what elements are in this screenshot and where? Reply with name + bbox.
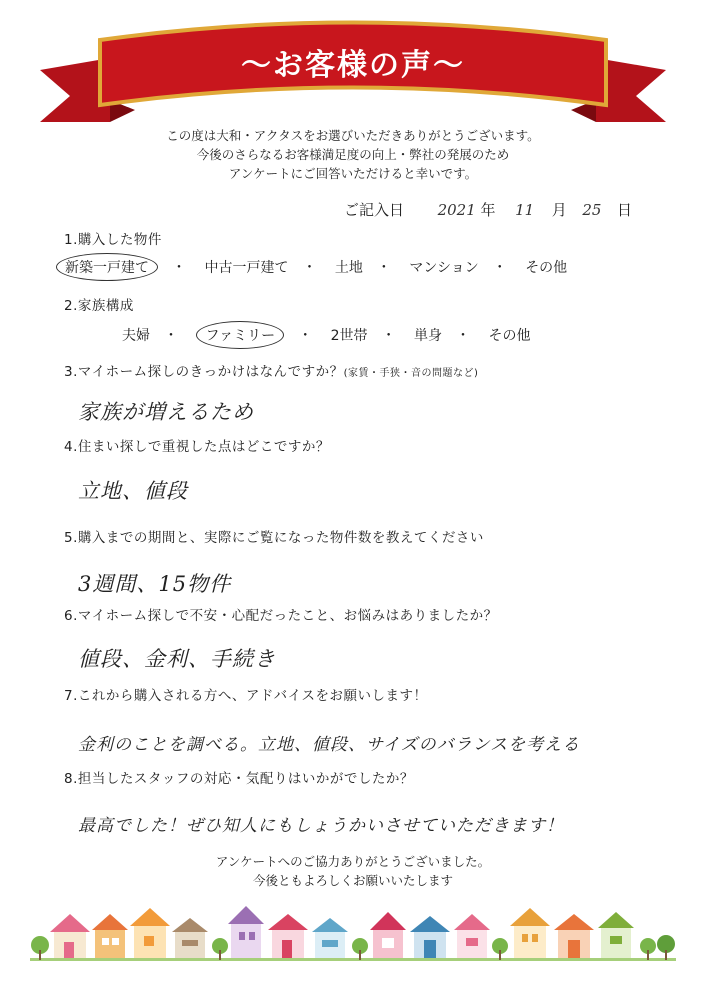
date-year: 2021 (437, 201, 476, 219)
house-icon (598, 912, 634, 958)
house-icon (554, 914, 594, 958)
q2-option-2: ファミリー (196, 321, 284, 349)
intro-line-3: アンケートにご回答いただけると幸いです。 (228, 166, 478, 181)
date-month: 11 (515, 201, 535, 219)
q8-title: 8.担当したスタッフの対応・気配りはいかがでしたか？ (64, 771, 414, 787)
q3-note: (家賃・手狭・音の問題など) (343, 368, 479, 379)
tree-icon (352, 938, 368, 960)
tree-icon (212, 938, 228, 960)
ground-line (30, 958, 676, 961)
q6-title: 6.マイホーム探しで不安・心配だったこと、お悩みはありましたか？ (64, 608, 498, 624)
q1-option-4: マンション (409, 260, 479, 276)
q2-title: 2.家族構成 (64, 298, 134, 314)
house-icon (268, 914, 308, 958)
tree-icon (492, 938, 508, 960)
closing-line-1: アンケートへのご協力ありがとうございました。 (215, 854, 491, 869)
house-icon (130, 908, 170, 958)
q2-option-3: 2世帯 (330, 328, 368, 344)
closing-text (0, 852, 706, 890)
date-year-unit: 年 (480, 201, 496, 219)
q2-option-1: 夫婦 (122, 328, 150, 344)
page-title: 〜お客様の声〜 (241, 48, 465, 83)
q1-option-5: その他 (525, 260, 568, 276)
tree-icon (31, 936, 49, 960)
q1-title: 1.購入した物件 (64, 232, 162, 248)
q1-options: 新築一戸建て ・ 中古一戸建て ・ 土地 ・ マンション ・ その他 (56, 253, 567, 281)
house-icon (510, 908, 550, 958)
house-icon (92, 914, 128, 958)
q6-answer: 値段、金利、手続き (78, 647, 276, 671)
closing-line-2: 今後ともよろしくお願いいたします (252, 873, 453, 888)
q5-answer: 3週間、15物件 (78, 572, 232, 596)
q2-options: 夫婦 ・ ファミリー ・ 2世帯 ・ 単身 ・ その他 (122, 321, 530, 349)
house-icon (454, 914, 490, 958)
q8-answer: 最高でした！ぜひ知人にもしょうかいさせていただきます！ (78, 816, 564, 836)
q3-title (64, 360, 478, 380)
q4-answer: 立地、値段 (78, 479, 188, 503)
house-icon (172, 918, 208, 958)
q2-option-5: その他 (488, 328, 531, 344)
house-icon (228, 906, 264, 958)
entry-date (344, 199, 632, 220)
q1-option-2: 中古一戸建て (204, 260, 289, 276)
house-icon (370, 912, 406, 958)
q4-title: 4.住まい探しで重視した点はどこですか？ (64, 439, 330, 455)
intro-line-2: 今後のさらなるお客様満足度の向上・弊社の発展のため (196, 147, 510, 162)
q1-option-3: 土地 (334, 260, 363, 276)
houses-illustration (30, 900, 676, 1000)
q3-answer: 家族が増えるため (78, 400, 254, 424)
q3-title-text: 3.マイホーム探しのきっかけはなんですか？ (64, 364, 344, 380)
q7-answer: 金利のことを調べる。立地、値段、サイズのバランスを考える (78, 735, 581, 755)
intro-line-1: この度は大和・アクタスをお選びいただきありがとうございます。 (166, 128, 540, 143)
date-day: 25 (582, 201, 602, 219)
date-day-unit: 日 (617, 201, 633, 219)
intro-text (0, 126, 706, 183)
date-month-unit: 月 (551, 201, 567, 219)
q7-title: 7.これから購入される方へ、アドバイスをお願いします！ (64, 688, 428, 704)
tree-icon (640, 938, 656, 960)
q5-title: 5.購入までの期間と、実際にご覧になった物件数を教えてください (64, 530, 484, 546)
house-icon (312, 918, 348, 958)
tree-icon (657, 935, 675, 960)
house-icon (410, 916, 450, 958)
q1-option-1: 新築一戸建て (56, 253, 158, 281)
date-label: ご記入日 (344, 201, 405, 219)
q2-option-4: 単身 (414, 328, 443, 344)
house-icon (50, 914, 90, 958)
